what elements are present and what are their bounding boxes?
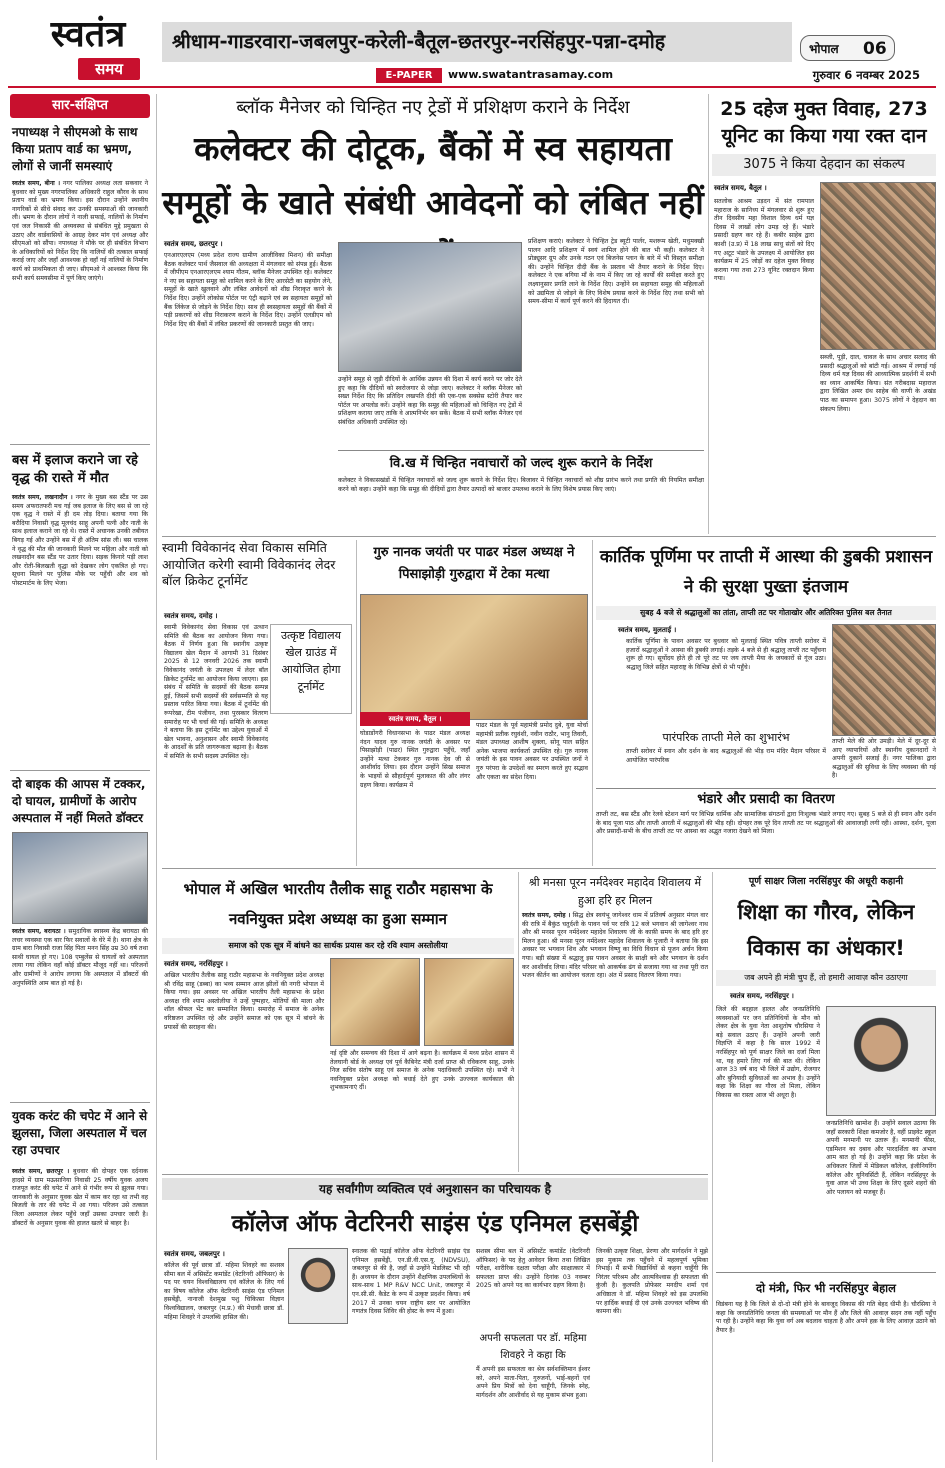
page-number: 06 [863,39,887,59]
gurudwara-dateline: स्वतंत्र समय, बैतूल । [360,712,470,726]
lead-story [162,94,704,534]
mansa-body [522,912,708,1168]
brief-text: नगर पालिका अध्यक्ष लता सकवार ने बुधवार को मुख्य नगरपालिका अधिकारी राहुल कौरव के साथ प्रताप वार्ड का भ्रमण किया। इस दौरान उन्होंने स्थानीय नागरिकों से सीधे संवाद कर उनकी समस्याओं की जानकारी ली। भ्रमण के दौरान लोगों ने नाली सफाई, नालियों के निर्माण एवं जल निकासी की अव्यवस्था से संबंधित मुद्दे प्रमुखता से उठाए और वार्डवासियों के आग्रह देकर मांग एवं अध्यक्ष और सीएमओ को सौंपा। नपाध्यक्ष ने मौके पर ही संबंधित विभाग के अधिकारियों को निर्देश दिए कि नालियों की तत्काल सफाई कराई जाए और जहाँ आवश्यक हो वहाँ नई नालियों के निर्माण कार्य को प्राथमिकता दी जाए। सीएमओ ने आश्वस्त किया कि सभी कार्य समयसीमा में पूर्ण किए जाएंगे। [12,180,150,282]
gurudwara-headline: गुरु नानक जयंती पर पाढर मंडल अध्यक्ष ने पिसाझोड़ी गुरुद्वारा में टेका मत्था [373,545,575,582]
ministers-box [716,1272,936,1458]
vet-dateline: स्वतंत्र समय, जबलपुर । [164,1250,225,1258]
sahu-story [162,872,514,1172]
lead-subbox [338,450,704,530]
lead-col-3: प्रशिक्षण कराएं। कलेक्टर ने चिन्हित ट्रेड ब्यूटी पार्लर, मशरूम खेती, मधुमक्खी पालन आदि प्रशिक्षण में स्वयं शामिल होने की बात भी कही। कलेक्टर ने प्रोड्यूसर ग्रुप और उनके गठन एवं बिजनेस प्लान के बारे में भी विस्तृत समीक्षा की। उन्होंने चिन्हित दीदी बैंक के प्रस्ताव भी तैयार कराने के निर्देश दिए। कलेक्टर ने एक बगिया माँ के नाम में किए जा रहे कार्यों की समीक्षा करते हुए लक्ष्यानुसार प्रगति लाने के निर्देश दिए। उन्होंने स्व सहायता समूह की महिलाओं को उद्यमिता से जोड़ने के लिए विशेष प्रयास करने के निर्देश दिए तथा सभी को समय-सीमा में कार्य पूर्ण करने की हिदायत दी। [528,238,706,306]
mansa-dateline: स्वतंत्र समय, दमोह । [522,912,571,919]
brief-body [12,1168,148,1458]
narsinghpur-col-2: जनप्रतिनिधि खामोश हैं। उन्होंने सवाल उठाया कि जहाँ सरकारी शिक्षा कमजोर है, वहीं प्राइवेट स्कूल अपनी मनमानी पर उतारू हैं। मनमानी फीस, एडमिशन का दबाव और पारदर्शिता का अभाव आम बात हो गई है। उन्होंने कहा कि प्रदेश के अधिकतर जिलों में मेडिकल कॉलेज, इंजीनियरिंग कॉलेज और यूनिवर्सिटी हैं, लेकिन नरसिंहपुर के युवा आज भी उच्च शिक्षा के लिए दूसरे शहरों की ओर पलायन को मजबूर हैं। [826,1120,938,1196]
brief-body [12,494,148,766]
lead-subhead: वि.ख में चिन्हित नवाचारों को जल्द शुरू कराने के निर्देश [389,456,653,471]
meeting-photo [338,242,522,372]
vet-subbody: मैं अपनी इस सफलता का श्रेय सर्वशक्तिमान ईश्वर को, अपने माता-पिता, गुरुजनों, भाई-बहनों एवं अपने प्रिय मित्रों को देना चाहूँगी, जिनके स्नेह, मार्गदर्शन और आशीर्वाद से यह मुकाम संभव हुआ। [476,1366,592,1399]
mansa-story [522,872,708,1172]
narsinghpur-col-1: जिले की बदहाल हालत और जनप्रतिनिधि व्यवस्थाओं पर जन प्रतिनिधियों के मौन को लेकर क्षेत्र के युवा नेता आशुतोष चौरसिया ने बड़े सवाल उठाए हैं। उन्होंने अपनी जारी विज्ञप्ति में कहा है कि साल 1992 में नरसिंहपुर को पूर्ण साक्षर जिले का दर्जा मिला था, यह हमारे लिए गर्व की बात थी। लेकिन आज 33 वर्ष बाद भी जिले में उद्योग, रोजगार और बुनियादी सुविधाओं का अभाव है। उन्होंने कहा कि शिक्षा का गौरव तो मिला, लेकिन विकास का रास्ता आज भी अधूरा है। [716,1006,822,1099]
narsinghpur-story [716,872,936,1462]
gurudwara-col-2: पाढर मंडल के पूर्व महामंत्री प्रमोद दुबे, युवा मोर्चा महामंत्री प्रतीक रघुवंशी, नवीन राठौर, भानु तिवारी, मंडल उपाध्यक्ष आशीष शुक्ला, सोनू पाल सहित अनेक भाजपा कार्यकर्ता उपस्थित रहे। गुरु नानक जयंती के इस पावन अवसर पर उपस्थित जनों ने गुरु परंपरा के उपदेशों का स्मरण करते हुए सद्भाव और एकता का संदेश दिया। [476,722,590,781]
narsinghpur-kicker: पूर्ण साक्षर जिला नरसिंहपुर की अधूरी कहानी [748,876,904,887]
lead-col-1: एनआरएलएम (मध्य प्रदेश राज्य ग्रामीण आजीविका मिशन) की समीक्षा बैठक कलेक्टर पार्थ जैसवाल की अध्यक्षता में मंगलवार को संपन्न हुई। बैठक में जीपीएम एनआरएलएम श्याम गौतम, ब्लॉक मैनेजर उपस्थित रहे। कलेक्टर ने नए स्व सहायता समूह को शामिल करने के लिए आरसेटी का सहयोग लेने, समूहों के खाते खुलवाने और लंबित आवेदनों को शीघ्र निराकृत करने के निर्देश दिए। उन्होंने लोकोस पोर्टल पर एंट्री बढ़ाने एवं स्व सहायता समूहों को बैंक लिंकेज से जोड़ने के निर्देश दिए। साथ ही स्वसहायता समूहों की बैंकों में पड़ी प्रकरणों को शीघ्र निराकरण कराने के निर्देश दिए। उन्होंने एलडीएम को निर्देश दिए की बैंकों में लंबित प्रकरणों की जानकारी प्रस्तुत की जाए। [164,252,334,328]
masthead-rule [8,86,936,88]
veterinary-story [162,1178,708,1462]
vet-headline: कॉलेज ऑफ वेटरिनरी साइंस एंड एनिमल हसबेंड्री [231,1211,639,1237]
brief-body [12,180,148,440]
col-rule [518,872,519,1172]
brief-headline: नपाध्यक्ष ने सीएमओ के साथ किया प्रताप वार्ड का भ्रमण, लोगों से जानीं समस्याएं [12,125,138,173]
accident-photo [12,832,148,924]
tapti-side-body: ताप्ती मेले की ओर उमड़ी। मेले में दूर-दूर से आए व्यापारियों और स्थानीय दुकानदारों ने अपनी दुकानें सजाई हैं। नगर पालिका द्वारा श्रद्धालुओं की सुविधा के लिए व्यवस्था की गई है। [832,738,938,780]
brief-dateline: स्वतंत्र समय, लखनादौन । [12,494,73,501]
sahu-col-1: अखिल भारतीय तैलीक साहू राठौर महासभा के नवनियुक्त प्रदेश अध्यक्ष श्री रविंद्र साहू (डब्बा) का भव्य सम्मान आज झीलों की नगरी भोपाल में किया गया। इस अवसर पर अखिल भारतीय तैली महासभा के प्रदेश अध्यक्ष रवि श्याम अस्तोलीया ने उन्हें पुष्पहार, मोतियों की माला और शॉल श्रीफल भेंट कर सम्मानित किया। समारोह में समाज के अनेक वरिष्ठजन उपस्थित रहे और उन्होंने समाज को एक सूत्र में बांधने के प्रयासों की सराहना की। [164,972,326,1031]
tapti-strap: सुबह 4 बजे से श्रद्धालुओं का तांता, ताप्ती तट पर गोताखोर और अतिरिक्त पुलिस बल तैनात [596,606,936,620]
cricket-body: स्वामी विवेकानंद सेवा विकास एवं उत्थान समिति की बैठक का आयोजन किया गया। बैठक में निर्णय हुआ कि स्थानीय उत्कृष्ट विद्यालय खेल मैदान में आगामी 31 दिसंबर 2025 से 12 जनवरी 2026 तक स्वामी विवेकानंद जयंती के उपलक्ष्य में लेदर बॉल क्रिकेट टूर्नामेंट का आयोजन किया जाएगा। इस संबंध में समिति के सदस्यों की बैठक सम्पन्न हुई, जिसमें सभी सदस्यों की सर्वसम्मति से यह प्रस्ताव पारित किया गया। बैठक में टूर्नामेंट की रूपरेखा, टीम पंजीयन, तथा पुरस्कार वितरण समारोह पर भी चर्चा की गई। समिति के अध्यक्ष ने बताया कि इस टूर्नामेंट का उद्देश्य युवाओं में खेल भावना, अनुशासन और स्वामी विवेकानंद के आदर्शों के प्रति जागरूकता बढ़ाना है। बैठक में समिति के सभी सदस्य उपस्थित रहे। [164,624,270,760]
issue-date: गुरुवार 6 नवम्बर 2025 [812,68,920,82]
brief-headline: बस में इलाज कराने जा रहे वृद्ध की रास्ते में मौत [12,453,138,486]
cricket-dateline: स्वतंत्र समय, दमोह । [164,612,218,620]
bhandara-body: ताप्ती तट, बस स्टैंड और रेलवे स्टेशन मार्ग पर विभिन्न धार्मिक और सामाजिक संगठनों द्वारा निःशुल्क भंडारे लगाए गए। सुबह 5 बजे से ही स्नान और दर्शन के बाद पूजा पाठ और ताप्ती आरती में श्रद्धालुओं की भीड़ रही। दोपहर तक पूरे दिन ताप्ती तट पर श्रद्धालुओं की आवाजाही लगी रही। आस्था, दर्शन, पूजा और प्रसादी-सभी के बीच ताप्ती तट पर आस्था का अद्भुत नजारा देखने को मिला। [596,811,938,836]
cricket-story [162,540,352,866]
vet-portrait [288,1248,348,1324]
narsinghpur-dateline: स्वतंत्र समय, नरसिंहपुर । [730,992,794,1000]
wedding-dateline: स्वतंत्र समय, बैतूल । [714,184,767,192]
vet-subhead: अपनी सफलता पर डॉ. महिमा शिवहरे ने कहा कि [479,1333,587,1361]
tapti-body: कार्तिक पूर्णिमा के पावन अवसर पर बुधवार को मुलताई स्थित पवित्र ताप्ती सरोवर में हजारों श्रद्धालुओं ने आस्था की डुबकी लगाई। तड़के 4 बजे से ही श्रद्धालु ताप्ती तट पहुँचना शुरू हो गए। सूर्योदय होते ही तो पूरे तट पर जय ताप्ती मैया के जयकारों से गूंज उठा। श्रद्धालु जिले सहित महाराष्ट्र के विभिन्न क्षेत्रों से भी पहुँचे। [626,638,828,671]
edition-name: भोपाल [809,42,839,56]
sidebar [10,94,150,1460]
brief-dateline: स्वतंत्र समय, बरायठा । [12,928,66,935]
sidebar-title: सार-संक्षिप्त [10,94,150,118]
city-strip [162,22,792,62]
sahu-headline: भोपाल में अखिल भारतीय तैलीक साहू राठौर महासभा के नवनियुक्त प्रदेश अध्यक्ष का हुआ सम्मान [183,880,493,928]
narsinghpur-strap: जब अपने ही मंत्री चुप हैं, तो हमारी आवाज़ कौन उठाएगा [716,970,936,986]
gurudwara-col-1: घोडाडोंगरी विधानसभा के पाढर मंडल अध्यक्ष नंदन यादव गुरु नानक जयंती के अवसर पर पिसाझोड़ी (पाढर) स्थित गुरुद्वारा पहुँचे, जहाँ उन्होंने मत्था टेककर गुरु नानक देव जी से आशीर्वाद लिया। इस दौरान उन्होंने सिख समाज के भाइयों से सौहार्दपूर्ण मुलाकात की और लंगर ग्रहण किया। कार्यक्रम में [360,730,472,789]
sahu-photo-1 [330,958,420,1046]
tapti-photo [832,624,936,736]
sahu-dateline: स्वतंत्र समय, नरसिंहपुर । [164,960,228,968]
brief-divider [10,770,150,771]
tapti-story [596,540,936,866]
tapti-dateline: स्वतंत्र समय, मुलताई । [618,626,677,634]
ministers-head: दो मंत्री, फिर भी नरसिंहपुर बेहाल [756,1281,896,1295]
col-rule [356,540,357,866]
row-rule [162,536,936,537]
wedding-story [712,94,936,534]
vet-col-1: कॉलेज की पूर्व छात्रा डॉ. महिमा शिवहरे का सशस्त्र सीमा बल में असिस्टेंट कमांडेंट (वेटरिनरी ऑफिसर) के पद पर चयन विश्वविद्यालय एवं कॉलेज के लिए गर्व का विषय कॉलेज ऑफ वेटरिनरी साइंस एंड एनिमल हसबेंड्री, नानाजी देशमुख पशु चिकित्सा विज्ञान विश्वविद्यालय, जबलपुर (म.प्र.) की मेधावी छात्रा डॉ. महिमा शिवहरे ने उपलब्धि हासिल की। [164,1262,286,1321]
gurudwara-story [360,540,588,866]
narsinghpur-headline: शिक्षा का गौरव, लेकिन विकास का अंधकार! [737,900,915,960]
brief-text: समुदायिक स्वास्थ्य केंद्र बरायठा की लचर व्यवस्था एक बार फिर सवालों के घेरे में है। थाना क्षेत्र के ग्राम बारा निवासी राजा सिंह पिता मनन सिंह उम्र 30 वर्ष तथा साथी घायल हो गए। 108 एम्बुलेंस से घायलों को अस्पताल लाया गया लेकिन वहाँ कोई डॉक्टर मौजूद नहीं था। परिजनों और ग्रामीणों ने आरोप लगाया कि अस्पताल में डॉक्टरों की अनुपस्थिति आम बात हो गई है। [12,928,150,987]
city-list: श्रीधाम-गाडरवारा-जबलपुर-करेली-बैतूल-छतरपुर-नरसिंहपुर-पन्ना-दमोह [172,30,666,53]
logo-top: स्वतंत्र [50,13,126,55]
website[interactable]: www.swatantrasamay.com [448,68,614,81]
mansa-text: सिद्ध क्षेत्र स्वयंभू जागेश्वर धाम में प्रतिवर्ष अनुसार मंगल वार की रात्रि में बैकुंठ चतुर्दशी के पावन पर्व पर रात्रि 12 बजे भगवान श्री जागेश्वर नाथ और श्री मनसा पूरन नर्मदेश्वर महादेव शिवालय जी के काफ़ी समय के बाद हरि हर मिलन हुआ। श्री मनसा पूरन नर्मदेश्वर महादेव शिवालय के पुजारी ने बताया कि इस अवसर पर भगवान शिव और भगवान विष्णु का विधि विधान से पूजन अर्चन किया गया। बड़ी संख्या में श्रद्धालु इस पावन अवसर के साक्षी बने और भगवान के दर्शन कर आशीर्वाद लिया। मंदिर परिसर को आकर्षक ढंग से सजाया गया था तथा पूरी रात भजन कीर्तन का आयोजन चलता रहा। अंत में प्रसाद वितरण किया गया। [522,912,710,980]
vet-col-4: जिनकी उत्कृष्ट शिक्षा, प्रेरणा और मार्गदर्शन ने मुझे इस मुकाम तक पहुँचने में महत्वपूर्ण भूमिका निभाई। मैं सभी विद्यार्थियों से कहना चाहूँगी कि निरंतर परिश्रम और आत्मविश्वास ही सफलता की कुंजी है। कुलपति प्रोफेसर मनदीप शर्मा एवं अधिष्ठाता ने डॉ. महिमा शिवहरे को इस उपलब्धि पर हार्दिक बधाई दी एवं उनके उज्ज्वल भविष्य की कामना की। [596,1248,710,1316]
lead-kicker: ब्लॉक मैनेजर को चिन्हित नए ट्रेडों में प्रशिक्षण कराने के निर्देश [236,97,630,118]
row-rule [162,868,936,869]
brief-dateline: स्वतंत्र समय, छतरपुर । [12,1168,70,1175]
cricket-callout: उत्कृष्ट विद्यालय खेल ग्राउंड में आयोजित होगा टूर्नामेंट [270,624,352,714]
brief-body [12,928,148,1100]
brief-text: बुधवार की दोपहर एक दर्दनाक हादसे में ग्राम मऊसानिया निवासी 25 वर्षीय युवक अजय राजपूत करंट की चपेट में आने से गंभीर रूप से झुलस गया। जानकारी के अनुसार युवक खेत में काम कर रहा था तभी वह बिजली के तार की चपेट में आ गया। परिजन उसे तत्काल जिला अस्पताल लेकर पहुँचे जहाँ उसका उपचार जारी है। डॉक्टरों के अनुसार युवक की हालत खतरे से बाहर है। [12,1168,150,1227]
wedding-body-2: सब्जी, पूड़ी, दाल, चावल के साथ अचार सलाद की प्रसादी श्रद्धालुओं को बांटी गई। आश्रम में लगाई गई दिव्य धर्म यज्ञ दिवस की आध्यात्मिक प्रदर्शनी में सभी का ध्यान आकर्षित किया। संत गरीबदास महाराज द्वारा लिखित अमर ग्रंथ साहेब की वाणी के अखंड पाठ का समापन हुआ। 3075 लोगों ने देहदान का संकल्प लिया। [820,354,938,413]
tapti-fair-head: पारंपरिक ताप्ती मेले का शुभारंभ [662,731,790,744]
leader-portrait [826,1006,936,1116]
col-rule [712,872,713,1462]
sahu-strap: समाज को एक सूत्र में बांधने का सार्थक प्रयास कर रहे रवि श्याम अस्तोलीया [162,938,514,954]
lead-dateline: स्वतंत्र समय, छतरपुर । [164,240,223,248]
gurudwara-photo [360,594,588,720]
lead-col-2: उन्होंने समूह से जुड़ी दीदियों के आर्थिक उन्नयन की दिशा में कार्य करने पर जोर देते हुए कहा कि दीदियों को स्वरोजगार से जोड़ा जाए। कलेक्टर ने ब्लॉक मैनेजर को सख्त निर्देश दिए कि प्रतिदिन लखपति दीदी की एक-एक सक्सेस स्टोरी तैयार कर पोर्टल पर अपलोड करें। उन्होंने कहा कि समूह की महिलाओं को चिन्हित नए ट्रेडों में प्रशिक्षण कराया जाए ताकि वे आत्मनिर्भर बन सकें। बैठक में सभी ब्लॉक मैनेजर एवं संबंधित अधिकारी उपस्थित रहे। [338,376,524,426]
edition-badge [800,35,895,61]
vet-col-3: सशस्त्र सीमा बल में असिस्टेंट कमांडेंट (वेटरिनरी ऑफिसर) के पद हेतु आवेदन किया तथा लिखित परीक्षा, शारीरिक दक्षता परीक्षा और साक्षात्कार में सफलता प्राप्त की। उन्होंने दिनांक 03 नवम्बर 2025 को अपने पद का कार्यभार ग्रहण किया है। [476,1248,592,1290]
bhandara-box [596,788,936,866]
mansa-headline: श्री मनसा पूरन नर्मदेश्वर महादेव शिवालय में हुआ हरि हर मिलन [528,876,702,907]
wedding-body-1: सतलोक आश्रम उड़दन में संत रामपाल महाराज के सानिध्य में मंगलवार से शुरू हुए तीन दिवसीय महा विशाल दिव्य धर्म यज्ञ दिवस में लाखों लोग उमड़ रहे हैं। भंडारे प्रसादी ग्रहण कर रहे हैं। कबीर साहेब द्वारा काशी (उ.प्र) में 18 लाख साधु संतों को दिए गए अटूट भंडारे के उपलक्ष्य में आयोजित इस कार्यक्रम में 25 जोड़ों का दहेज मुक्त विवाह कराया गया तथा 273 यूनिट रक्तदान किया गया। [714,198,816,283]
tapti-fair-body: ताप्ती सरोवर में स्नान और दर्शन के बाद श्रद्धालुओं की भीड़ राम मंदिर मैदान परिसर में आयोजित पारंपरिक [626,748,828,764]
brief-divider [10,1102,150,1103]
lead-subbody: कलेक्टर ने विकासखंडों में चिन्हित नवाचारों को जल्द शुरू कराने के निर्देश दिए। बिजावर में चिन्हित नवाचारों को शीघ्र प्रारंभ करने तथा प्रगति की नियमित समीक्षा करने को कहा। उन्होंने कहा कि समूह की दीदियों द्वारा तैयार उत्पादों को बाजार उपलब्ध कराने के लिए विशेष प्रयास किए जाएं। [338,477,706,493]
epaper-label: E-PAPER [376,68,442,83]
sidebar-rule [156,94,157,1460]
logo-bottom: समय [78,58,140,80]
tapti-headline: कार्तिक पूर्णिमा पर ताप्ती में आस्था की डुबकी प्रशासन ने की सुरक्षा पुख्ता इंतजाम [599,547,933,597]
sahu-col-2: नई दृष्टि और समन्वय की दिशा में आगे बढ़ना है। कार्यक्रम में मध्य प्रदेश शासन में तेलघानी बोर्ड के अध्यक्ष एवं पूर्व कैबिनेट मंत्री दर्जा प्राप्त श्री रविकरण साहू, उनके निज सचिव संतोष साहू एवं समाज के अनेक पदाधिकारी उपस्थित रहे। सभी ने नवनियुक्त प्रदेश अध्यक्ष को बधाई देते हुए उनके उज्ज्वल कार्यकाल की शुभकामनाएं दीं। [330,1050,516,1092]
bhandara-head: भंडारे और प्रसादी का वितरण [697,792,835,807]
row-rule [162,1174,708,1175]
ministers-body: विडंबना यह है कि जिले से दो-दो मंत्री होने के बावजूद विकास की गति बेहद धीमी है। चौरसिया ने कहा कि जनप्रतिनिधि जनता की समस्याओं पर मौन हैं और जिले की आवाज़ सदन तक नहीं पहुँच पा रही है। उन्होंने कहा कि युवा वर्ग अब बदलाव चाहता है और अपने हक़ के लिए आवाज़ उठाने को तैयार है। [716,1301,938,1334]
brief-headline: युवक करंट की चपेट में आने से झुलसा, जिला अस्पताल में चल रहा उपचार [12,1109,148,1157]
logo [18,12,158,82]
col-rule [708,94,709,534]
sahu-photo-2 [424,958,514,1046]
vet-col-2: स्नातक की पढ़ाई कॉलेज ऑफ वेटरिनरी साइंस एंड एनिमल हसबेंड्री, एन.डी.वी.एस.यू. (NDVSU), जबलपुर से की है, जहाँ से उन्होंने मेडलिस्ट भी रही हैं। अध्ययन के दौरान उन्होंने शैक्षणिक उपलब्धियों के साथ-साथ 1 MP R&V NCC Unit, जबलपुर में एन.सी.सी. कैडेट के रूप में उत्कृष्ट प्रदर्शन किया। वर्ष 2017 में उनका चयन राष्ट्रीय स्तर पर आयोजित गणतंत्र दिवस शिविर की होस्ट के रूप में हुआ। [352,1248,472,1316]
brief-text: नगर के मुख्य बस स्टैंड पर उस समय अफरातफरी मच गई जब इलाज के लिए बस से जा रहे एक वृद्ध ने रास्ते में ही दम तोड़ दिया। बताया गया कि बरौदिया निवासी वृद्ध मूलचंद साहू अपनी पत्नी और नाती के साथ इलाज कराने जा रहे थे। रास्ते में अचानक उनकी तबीयत बिगड़ गई और उन्होंने बस में ही अंतिम सांस ली। बस चालक ने वृद्ध की मौत की जानकारी मिलने पर महिला और नाती को लखनादौन बस स्टैंड पर उतार दिया। सड़क किनारे पड़ी लाश और रोती-बिलखती वृद्धा को देखकर लोग एकत्रित हो गए। सूचना मिलने पर पुलिस मौके पर पहुँची और शव को पोस्टमार्टम के लिए भेजा। [12,494,150,587]
brief-dateline: स्वतंत्र समय, बीना । [12,180,61,187]
cricket-headline: स्वामी विवेकानंद सेवा विकास समिति आयोजित करेगी स्वामी विवेकानंद लेदर बॉल क्रिकेट टूर्नामेंट [162,540,336,588]
wedding-headline: 25 दहेज मुक्त विवाह, 273 यूनिट का किया गया रक्त दान [720,98,928,147]
col-rule [592,540,593,866]
wedding-sub: 3075 ने किया देहदान का संकल्प [712,154,936,176]
brief-headline: दो बाइक की आपस में टक्कर, दो घायल, ग्रामीणों के आरोप अस्पताल में नहीं मिलते डॉक्टर [12,777,146,825]
brief-divider [10,444,150,445]
vet-quote: यह सर्वांगीण व्यक्तित्व एवं अनुशासन का परिचायक है [162,1178,708,1200]
satsang-photo [820,182,936,350]
masthead [0,0,945,88]
lead-headline: कलेक्टर की दोटूक, बैंकों में स्व सहायता समूहों के खाते संबंधी आवेदनों को लंबित नहीं [162,129,704,222]
